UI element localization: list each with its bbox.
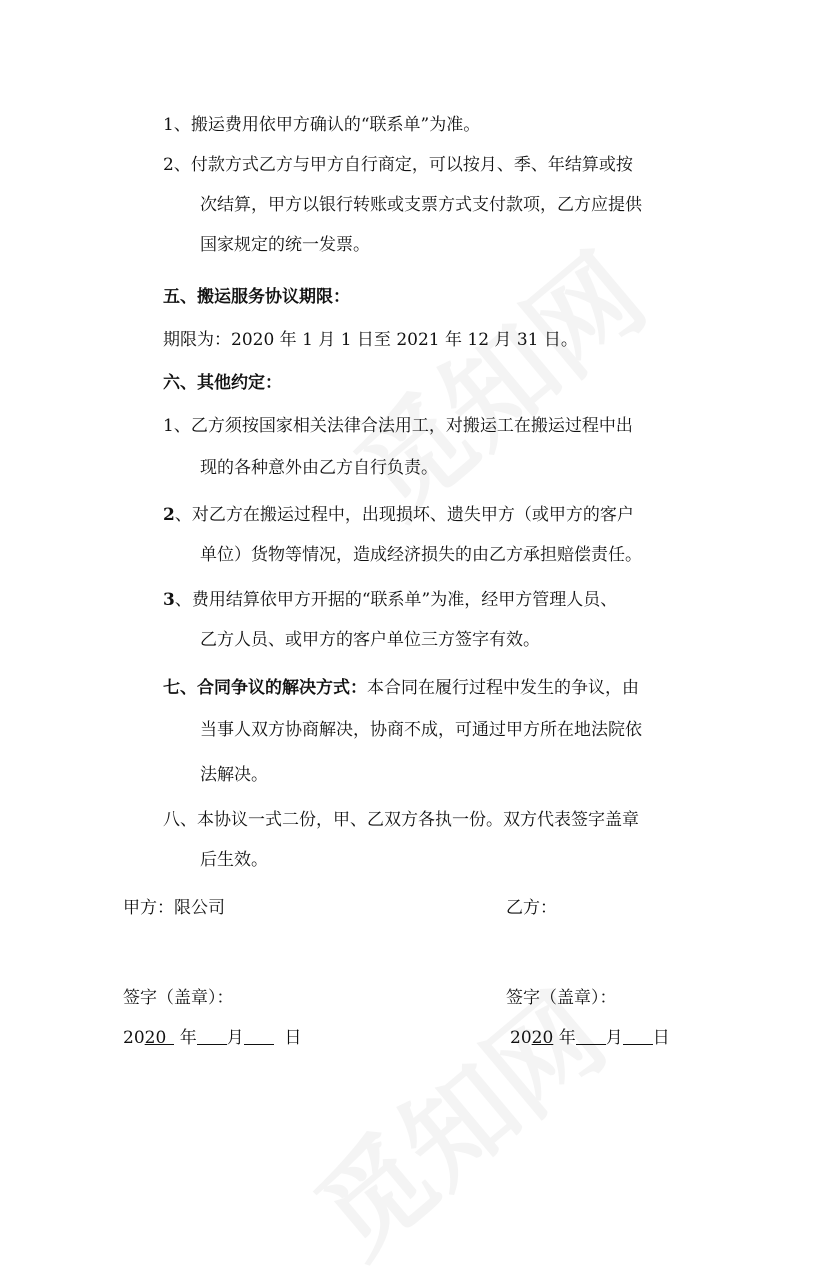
list-item: 1、搬运费用依甲方确认的“联系单”为准。 (163, 115, 481, 135)
section-seven (163, 677, 639, 699)
signature-a-label: 签字（盖章）： (123, 988, 234, 1008)
section-text-continued: 当事人双方协商解决，协商不成，可通过甲方所在地法院依 (200, 720, 642, 740)
list-item: 1、乙方须按国家相关法律合法用工，对搬运工在搬运过程中出 (163, 416, 633, 436)
month-label: 月 (605, 1028, 623, 1048)
item-text: 、费用结算依甲方开据的“联系单”为准，经甲方管理人员、 (174, 590, 618, 610)
date-year-prefix: 20 (123, 1028, 145, 1048)
list-item: 2、付款方式乙方与甲方自行商定，可以按月、季、年结算或按 (163, 155, 633, 175)
day-label: 日 (284, 1028, 302, 1048)
year-label: 年 (558, 1028, 576, 1048)
watermark (318, 212, 672, 545)
signature-b-label: 签字（盖章）： (506, 988, 617, 1008)
day-label: 日 (652, 1028, 670, 1048)
section-eight: 八、本协议一式二份，甲、乙双方各执一份。双方代表签字盖章 (163, 810, 639, 830)
item-number: 3 (163, 590, 175, 610)
section-text-continued: 后生效。 (200, 850, 268, 870)
list-item-continued: 乙方人员、或甲方的客户单位三方签字有效。 (200, 630, 540, 650)
day-blank[interactable] (244, 1028, 274, 1045)
date-year-suffix: 20 (144, 1028, 167, 1048)
date-b (510, 1027, 670, 1049)
list-item-continued: 次结算，甲方以银行转账或支票方式支付款项，乙方应提供 (200, 195, 642, 215)
section-text: 本合同在履行过程中发生的争议，由 (367, 678, 639, 698)
party-b: 乙方： (506, 898, 557, 918)
section-text-continued: 法解决。 (200, 765, 268, 785)
section-heading: 六、其他约定： (163, 373, 282, 393)
month-blank[interactable] (576, 1028, 606, 1045)
list-item-continued: 现的各种意外由乙方自行负责。 (200, 458, 438, 478)
date-year-suffix: 20 (531, 1028, 554, 1048)
item-text: 、对乙方在搬运过程中，出现损坏、遗失甲方（或甲方的客户 (174, 505, 634, 525)
list-item-continued: 国家规定的统一发票。 (200, 235, 370, 255)
term-text: 期限为：2020 年 1 月 1 日至 2021 年 12 月 31 日。 (163, 330, 578, 350)
month-label: 月 (226, 1028, 244, 1048)
list-item (163, 589, 617, 611)
list-item-continued: 单位）货物等情况，造成经济损失的由乙方承担赔偿责任。 (200, 545, 642, 565)
list-item (163, 504, 634, 526)
day-blank[interactable] (623, 1028, 653, 1045)
section-heading: 七、合同争议的解决方式： (163, 678, 367, 698)
section-heading: 五、搬运服务协议期限： (163, 287, 350, 307)
date-a (123, 1027, 302, 1049)
month-blank[interactable] (197, 1028, 227, 1045)
date-year-prefix: 20 (510, 1028, 532, 1048)
party-a: 甲方：限公司 (123, 898, 225, 918)
item-number: 2 (163, 505, 175, 525)
year-label: 年 (179, 1028, 197, 1048)
